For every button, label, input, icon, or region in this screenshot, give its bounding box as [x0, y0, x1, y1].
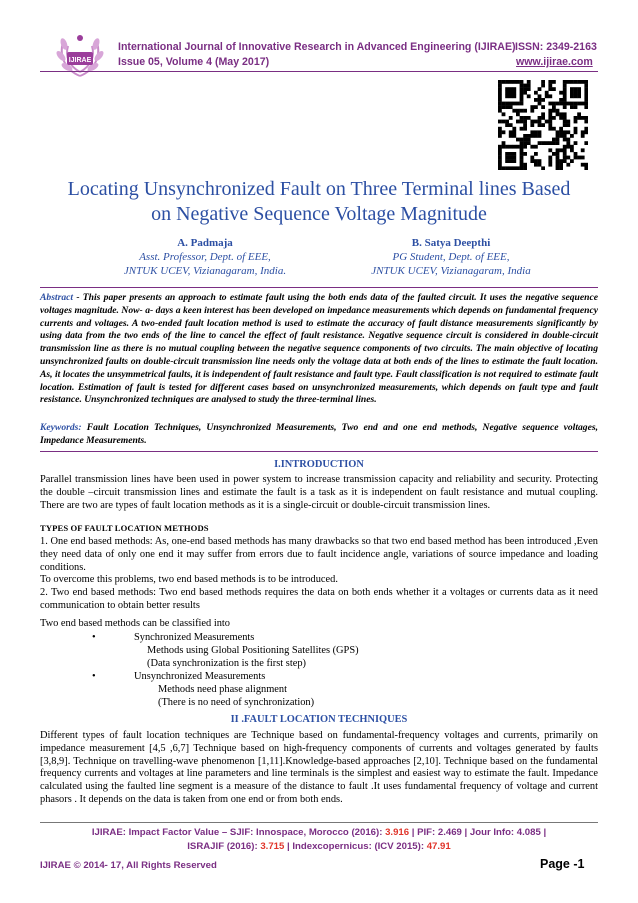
keywords-text: Fault Location Techniques, Unsynchronized Measurements, Two end and one end methods, Negative sequence voltages, Impedance Measurements.: [40, 422, 598, 446]
journal-issn: ISSN: 2349-2163: [515, 41, 597, 53]
author-1-affiliation: JNTUK UCEV, Vizianagaram, India.: [123, 265, 287, 277]
logo-text: IJIRAE: [68, 57, 92, 64]
title-line-1: Locating Unsynchronized Fault on Three Terminal lines Based: [67, 178, 571, 200]
footer-indexing: [40, 826, 598, 854]
section-1-subheading: TYPES OF FAULT LOCATION METHODS: [40, 523, 209, 533]
title-line-2: on Negative Sequence Voltage Magnitude: [151, 203, 487, 225]
keywords-bottom-rule: [40, 451, 598, 452]
author-2-affiliation: JNTUK UCEV, Vizianagaram, India: [371, 265, 531, 277]
section-1-paragraph: Parallel transmission lines have been used in power system to increase transmission capacity and reliability and security. Protecting the double –circuit transmission lines and estimate the fault is a task as it is independent on fault resistance and mutual coupling. There are two are types of fault location methods as it is a single-circuit or double-circuit transmission lines.: [40, 474, 598, 511]
israjif-value: 3.715: [260, 841, 285, 852]
bullet-2-sub2: (There is no need of synchronization): [158, 697, 315, 708]
section-1-heading: I.INTRODUCTION: [274, 459, 364, 470]
bullet-1-sub2: (Data synchronization is the first step): [147, 658, 306, 669]
footer-rule: [40, 822, 598, 823]
footer-line-2a: ISRAJIF (2016):: [187, 841, 261, 852]
abstract-label: Abstract: [40, 292, 74, 303]
header-rule: [40, 71, 598, 72]
method-item-1b: To overcome this problems, two end based methods is to be introduced.: [40, 574, 338, 585]
bullet-1-sub1: Methods using Global Positioning Satellites (GPS): [147, 645, 359, 656]
author-2-name: B. Satya Deepthi: [411, 237, 491, 249]
method-item-2: 2. Two end based methods: Two end based methods requires the data on both ends whether it a voltages or currents data as it need communication to obtain better results: [40, 587, 598, 611]
author-2: [331, 236, 571, 278]
author-1-name: A. Padmaja: [177, 237, 233, 249]
sjif-value: 3.916: [385, 827, 410, 838]
journal-title: International Journal of Innovative Research in Advanced Engineering (IJIRAE): [118, 41, 516, 53]
page-number: Page -1: [540, 857, 585, 871]
footer-copyright: IJIRAE © 2014- 17, All Rights Reserved: [40, 860, 217, 871]
author-1: [85, 236, 325, 278]
footer-line-1: [40, 826, 598, 840]
paper-title: [40, 177, 598, 227]
abstract-top-rule: [40, 287, 598, 288]
keywords: [40, 422, 598, 448]
footer-line-1a: IJIRAE: Impact Factor Value – SJIF: Innospace, Morocco (2016):: [91, 827, 386, 838]
journal-logo: [51, 30, 109, 82]
section-2-heading: II .FAULT LOCATION TECHNIQUES: [230, 714, 408, 725]
author-1-role: Asst. Professor, Dept. of EEE,: [139, 251, 271, 263]
qr-code: [498, 80, 588, 170]
journal-issue: Issue 05, Volume 4 (May 2017): [118, 56, 270, 68]
method-item-1: 1. One end based methods: As, one-end based methods has many drawbacks so that two end based method has been introduced ,Even they need data of only one end it may suffer from errors due to fault incidence angle, variations of source impedance and loading conditions.: [40, 536, 598, 573]
bullet-2-title: Unsynchronized Measurements: [134, 671, 266, 682]
footer-line-1b: | PIF: 2.469 | Jour Info: 4.085 |: [409, 827, 547, 838]
footer-line-2: [40, 840, 598, 854]
classified-intro: Two end based methods can be classified into: [40, 618, 231, 629]
author-2-role: PG Student, Dept. of EEE,: [392, 251, 510, 263]
list-item: •: [92, 671, 96, 682]
abstract-text: - This paper presents an approach to estimate fault using the both ends data of the faulted circuit. It uses the negative sequence voltages magnitude. Now- a- days a keen interest has been developed on impedance measurements which depends on fundamental frequency currents and voltages. A two-ended fault location method is used to estimate the accuracy of fault distance measurements significantly by using data from the two ends of the line to cancel the effect of fault resistance. Negative sequence circuit is considered in double-circuit transmission line as there is no mutual coupling between the negative sequence components of two circuits. The main objective of locating unsynchronized faults on double-circuit transmission line needs only the voltage data at both ends of the lines to estimate the fault location. As, it locates the unsymmetrical faults, it is independent of fault resistance and fault type. Fault classification is not required to estimate fault location. Estimation of fault is tested for different cases based on unsynchronized measurements, which depends on fault type and fault resistance. Unsynchronized techniques are analysed to study the three-terminal lines.: [40, 292, 598, 406]
keywords-label: Keywords:: [40, 422, 82, 433]
abstract: [40, 292, 598, 407]
section-2-paragraph: Different types of fault location techniques are Technique based on fundamental-frequency voltages and currents, primarily on impedance measurement [4,5 ,6,7] Technique based on high-frequency components of currents and voltages generated by faults [3,8,9]. Technique on travelling-wave phenomenon [1,11].Knowledge-based approaches [2,10]. Technique based on the fundamental frequency currents and voltages at line parameters and line terminals is the simplest and easiest way to estimate the fault. Impedance calculated using the faulted line segment is a measure of the distance to fault .It uses fundamental frequency of voltage and current phasors . It depends on the data is taken from one end or from both ends.: [40, 730, 598, 805]
journal-url-link[interactable]: www.ijirae.com: [516, 56, 593, 68]
footer-line-2b: | Indexcopernicus: (ICV 2015):: [284, 841, 427, 852]
list-item: •: [92, 632, 96, 643]
bullet-1-title: Synchronized Measurements: [134, 632, 255, 643]
icv-value: 47.91: [426, 841, 451, 852]
bullet-2-sub1: Methods need phase alignment: [158, 684, 287, 695]
